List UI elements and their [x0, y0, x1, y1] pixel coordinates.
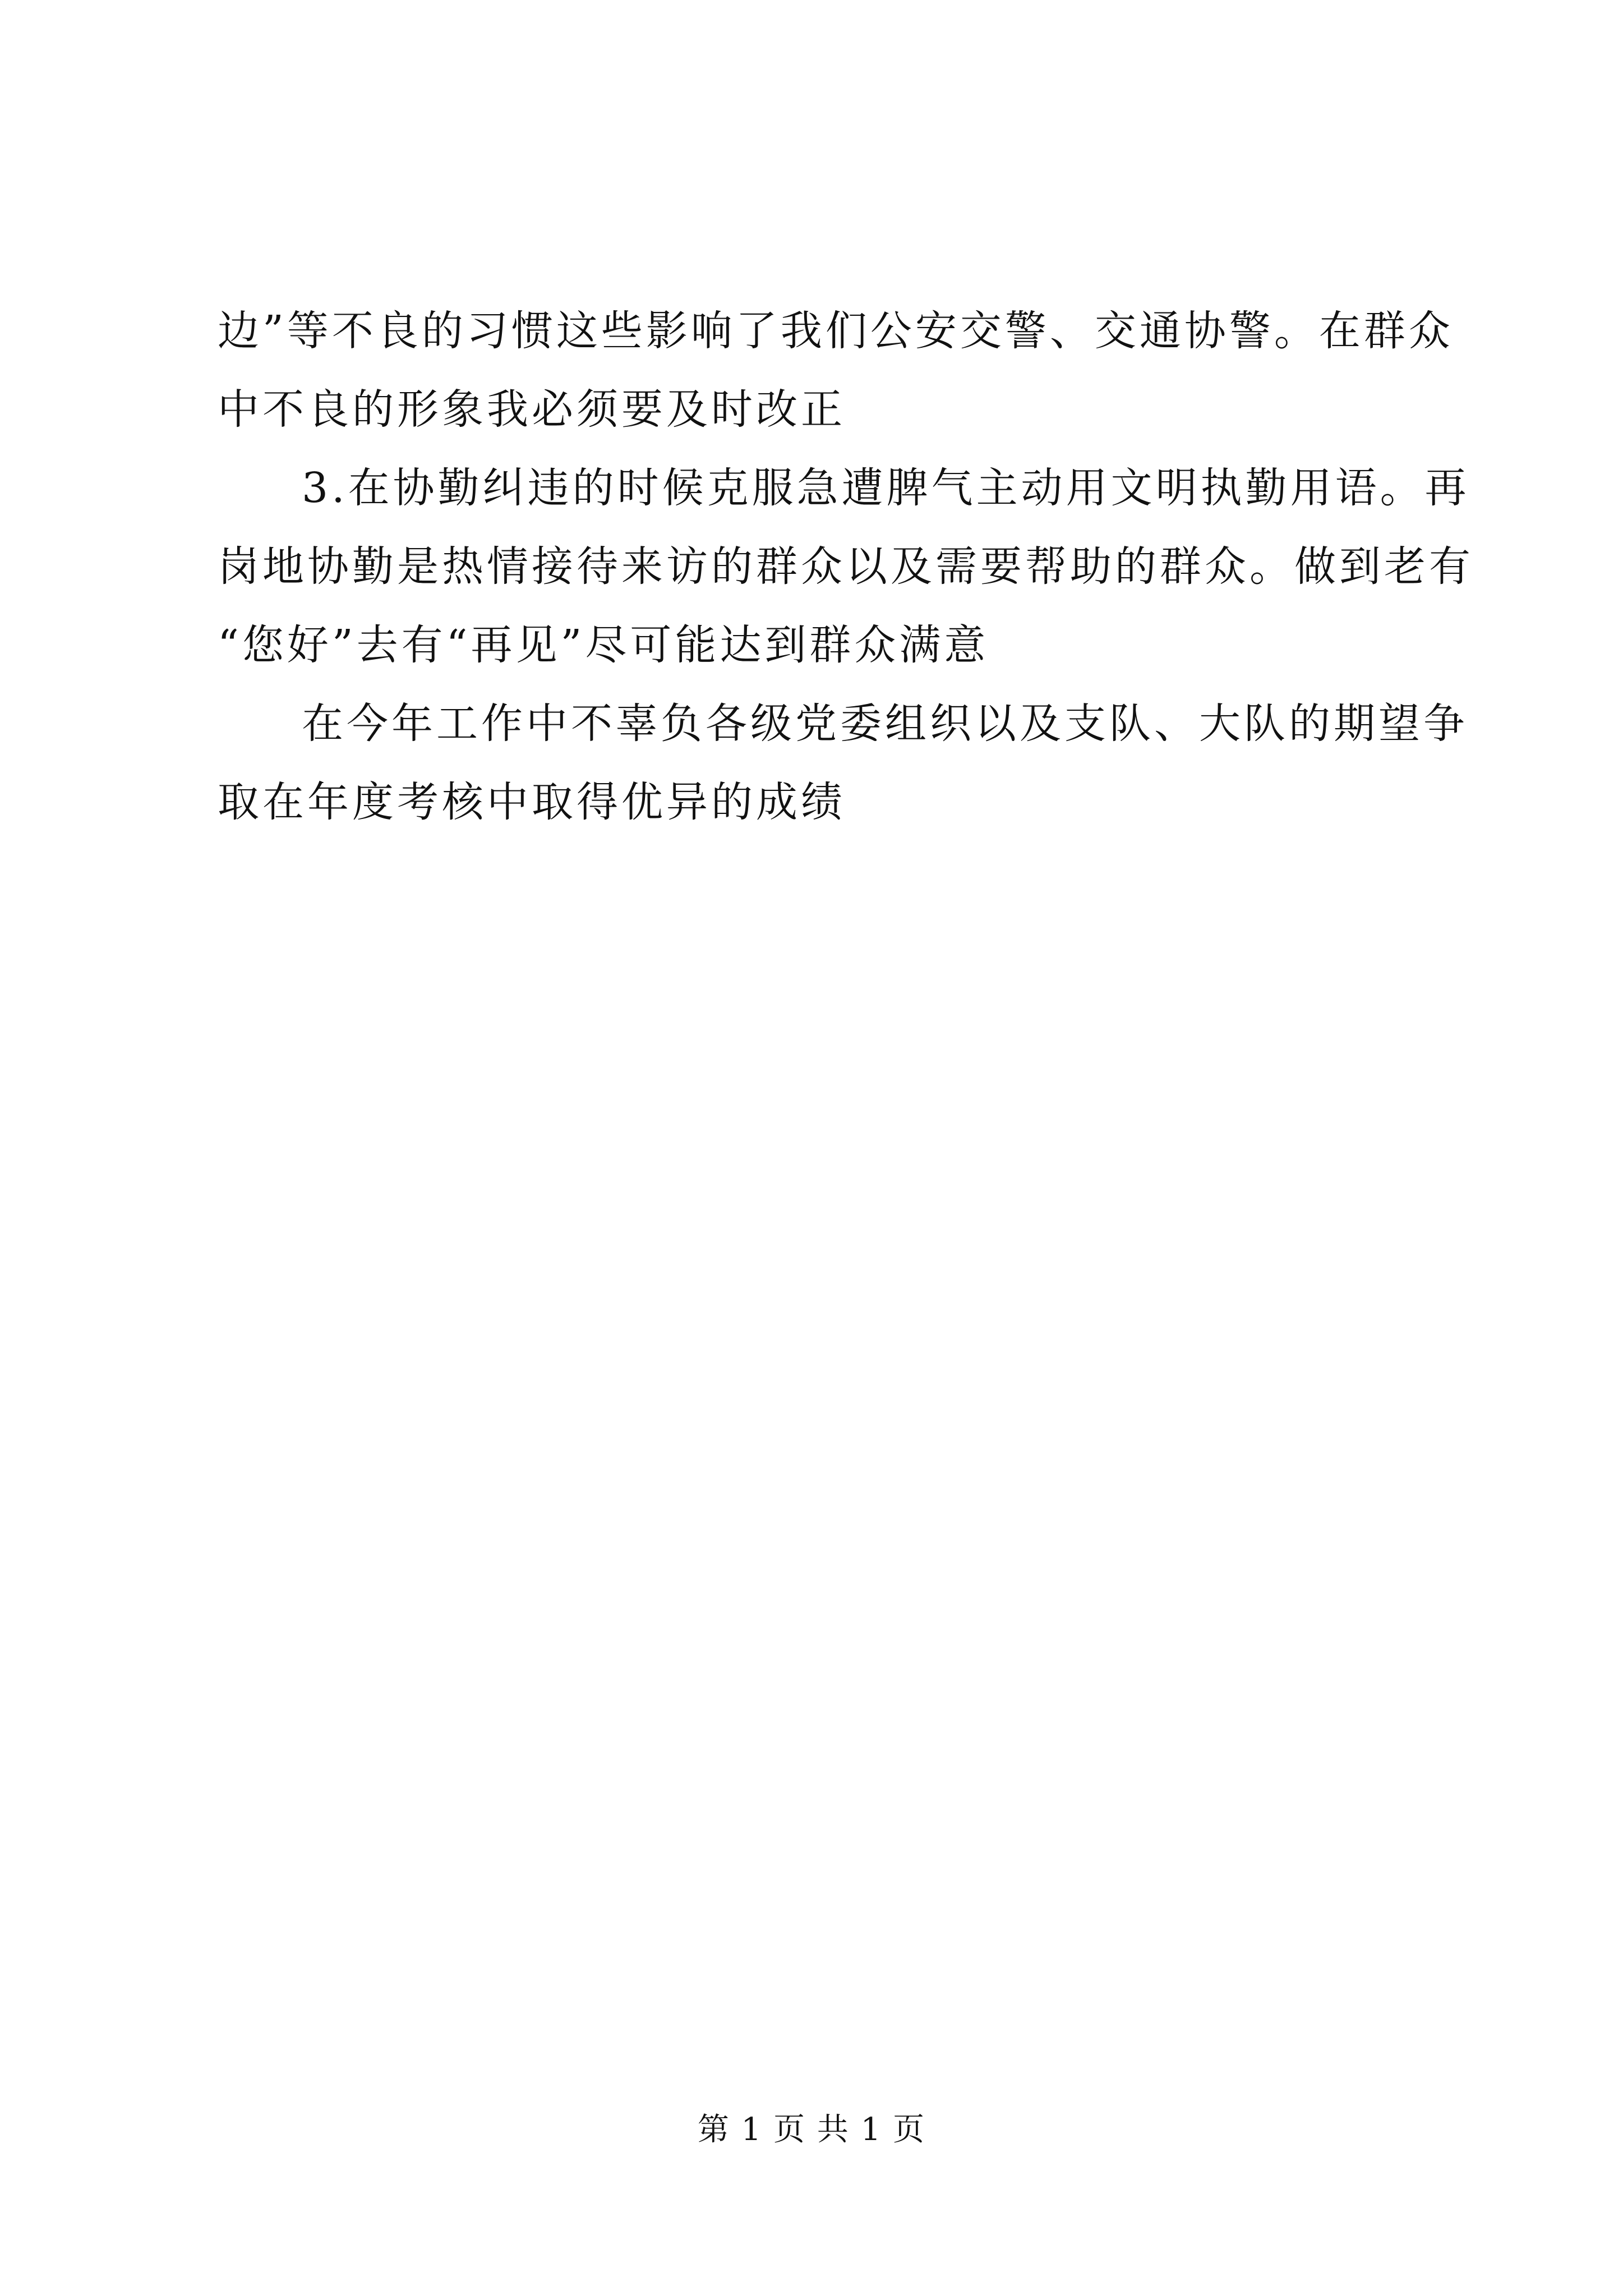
paragraph-line: 岗地协勤是热情接待来访的群众以及需要帮助的群众。做到老有	[218, 542, 1474, 591]
paragraph-line: 边”等不良的习惯这些影响了我们公安交警、交通协警。在群众	[218, 307, 1454, 355]
paragraph-line: 在今年工作中不辜负各级党委组织以及支队、大队的期望争	[302, 700, 1468, 748]
page-footer: 第 1 页 共 1 页	[697, 2111, 926, 2148]
paragraph-line: “您好”去有“再见”尽可能达到群众满意	[218, 621, 989, 669]
paragraph-2	[218, 449, 1474, 684]
paragraph-line: 取在年度考核中取得优异的成绩	[218, 778, 846, 826]
paragraph-3	[218, 684, 1468, 841]
document-body	[218, 292, 1474, 841]
paragraph-line: 3.在协勤纠违的时候克服急遭脾气主动用文明执勤用语。再	[302, 464, 1470, 512]
paragraph-line: 中不良的形象我必须要及时改正	[218, 385, 846, 434]
paragraph-1	[218, 292, 1454, 449]
